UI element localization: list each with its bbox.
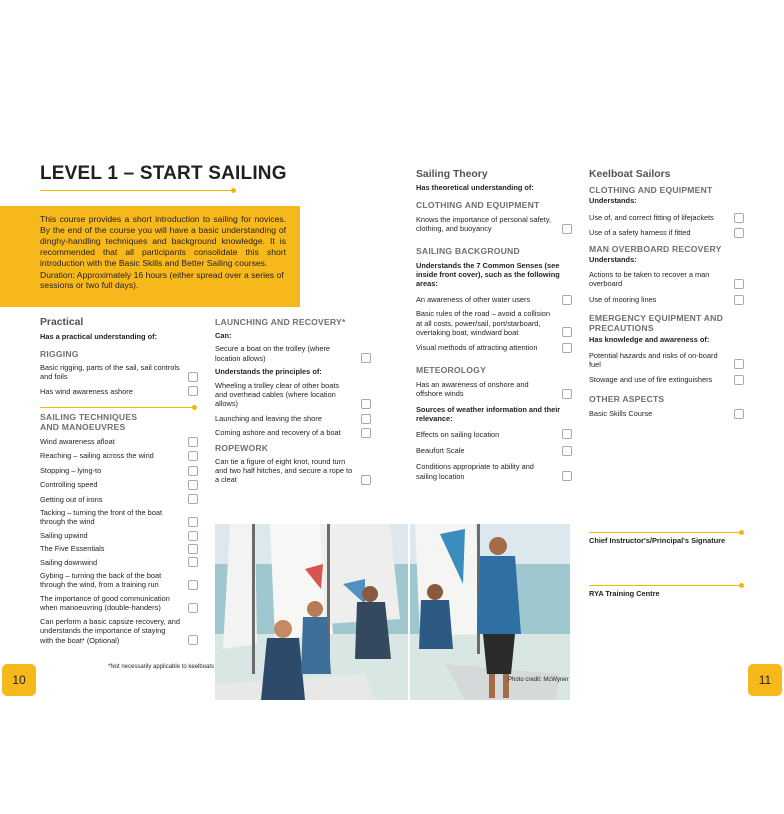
list-item: Reaching – sailing across the wind [40, 451, 198, 460]
checkbox[interactable] [562, 327, 572, 337]
section-divider [40, 407, 193, 408]
list-item: Has wind awareness ashore [40, 387, 198, 396]
checkbox[interactable] [361, 353, 371, 363]
checkbox[interactable] [188, 386, 198, 396]
section-divider-dot [192, 405, 197, 410]
signature-line-chief [589, 532, 741, 533]
signature-line-dot [739, 530, 744, 535]
checkbox[interactable] [188, 466, 198, 476]
checkbox[interactable] [188, 544, 198, 554]
list-item: An awareness of other water users [416, 295, 572, 304]
list-item: Wheeling a trolley clear of other boats and overhead cables (where location allows) [215, 381, 371, 409]
list-item: Use of a safety harness if fitted [589, 228, 744, 237]
list-item: Actions to be taken to recover a man overboard [589, 270, 744, 289]
mob-lead: Understands: [589, 254, 637, 264]
ropework-heading: ROPEWORK [215, 442, 269, 453]
meteorology-lead: Sources of weather information and their relevance: [416, 404, 561, 424]
signature-line-dot [739, 583, 744, 588]
checkbox[interactable] [562, 389, 572, 399]
checkbox[interactable] [734, 279, 744, 289]
checkbox[interactable] [734, 295, 744, 305]
keelboat-clothing-lead: Understands: [589, 196, 637, 206]
intro-box [0, 206, 300, 307]
list-item: Knows the importance of personal safety, clothing, and buoyancy [416, 215, 572, 234]
sailing-photo [215, 524, 570, 700]
chief-signature-label: Chief Instructor's/Principal's Signature [589, 536, 726, 545]
signature-line-centre [589, 585, 741, 586]
checkbox[interactable] [734, 375, 744, 385]
page-number-right: 11 [748, 664, 782, 696]
list-item: Effects on sailing location [416, 430, 572, 439]
list-item: The Five Essentials [40, 544, 198, 553]
list-item: Getting out of irons [40, 495, 198, 504]
practical-heading: Practical [40, 317, 84, 328]
list-item: Has an awareness of onshore and offshore winds [416, 380, 572, 399]
sailing-techniques-section [40, 412, 198, 645]
checkbox[interactable] [188, 494, 198, 504]
checkbox[interactable] [188, 531, 198, 541]
page-title: LEVEL 1 – START SAILING [40, 163, 287, 184]
intro-duration: Duration: Approximately 16 hours (either spread over a series of sessions or two full days). [40, 269, 284, 291]
checkbox[interactable] [734, 228, 744, 238]
list-item: Use of, and correct fitting of lifejackets [589, 213, 744, 222]
rigging-heading: RIGGING [40, 348, 79, 359]
list-item: Basic rules of the road – avoid a collision at all costs, power/sail, port/starboard, overtaking boat, windward boat [416, 309, 572, 337]
checkbox[interactable] [734, 359, 744, 369]
list-item: Basic Skills Course [589, 409, 744, 418]
checkbox[interactable] [562, 446, 572, 456]
list-item: Potential hazards and risks of on-board fuel [589, 351, 744, 370]
practical-column [40, 318, 198, 396]
meteorology-heading: METEOROLOGY [416, 364, 486, 375]
sailing-techniques-heading: SAILING TECHNIQUES AND MANOEUVRES [40, 412, 138, 432]
list-item: Gybing – turning the back of the boat through the wind, from a training run [40, 571, 198, 590]
list-item: Sailing downwind [40, 558, 198, 567]
checkbox[interactable] [562, 429, 572, 439]
list-item: Stopping – lying-to [40, 466, 198, 475]
list-item: Can tie a figure of eight knot, round turn and two half hitches, and secure a rope to a cleat [215, 457, 371, 485]
checkbox[interactable] [188, 372, 198, 382]
footnote: *Not necessarily applicable to keelboats [108, 664, 215, 670]
list-item: Coming ashore and recovery of a boat [215, 428, 371, 437]
page-number-left: 10 [2, 664, 36, 696]
keelboat-clothing-heading: CLOTHING AND EQUIPMENT [589, 185, 713, 196]
checkbox[interactable] [188, 580, 198, 590]
list-item: Tacking – turning the front of the boat through the wind [40, 508, 198, 527]
checkbox[interactable] [562, 224, 572, 234]
checkbox[interactable] [188, 635, 198, 645]
checkbox[interactable] [188, 437, 198, 447]
list-item: Sailing upwind [40, 531, 198, 540]
title-underline [40, 190, 234, 191]
list-item: Stowage and use of fire extinguishers [589, 375, 744, 384]
list-item: Controlling speed [40, 480, 198, 489]
checkbox[interactable] [188, 480, 198, 490]
list-item: Use of mooring lines [589, 295, 744, 304]
mob-heading: MAN OVERBOARD RECOVERY [589, 243, 722, 254]
checkbox[interactable] [562, 295, 572, 305]
checkbox[interactable] [734, 409, 744, 419]
list-item: Can perform a basic capsize recovery, and understands the importance of staying with the boat* (Optional) [40, 617, 198, 645]
launching-lead: Can: [215, 331, 232, 340]
other-aspects-heading: OTHER ASPECTS [589, 393, 665, 404]
list-item: Secure a boat on the trolley (where location allows) [215, 344, 371, 363]
checkbox[interactable] [361, 428, 371, 438]
checkbox[interactable] [734, 213, 744, 223]
list-item: Visual methods of attracting attention [416, 343, 572, 352]
launching-lead-principles: Understands the principles of: [215, 367, 322, 377]
training-centre-label: RYA Training Centre [589, 589, 660, 598]
launching-heading: LAUNCHING AND RECOVERY* [215, 317, 346, 327]
sailing-theory-heading: Sailing Theory [416, 169, 488, 180]
sailing-theory-column [416, 170, 572, 481]
intro-paragraph: This course provides a short introduction to sailing for novices. By the end of the course you will have a basic understanding of dinghy-handling techniques and background knowledge. It is recommended that all participants consolidate this short introduction with the Basic Skills and Better Sailing courses. [40, 214, 286, 268]
emergency-heading: EMERGENCY EQUIPMENT AND PRECAUTIONS [589, 313, 723, 334]
checkbox[interactable] [562, 343, 572, 353]
checkbox[interactable] [188, 451, 198, 461]
list-item: Launching and leaving the shore [215, 414, 371, 423]
photo-credit: Photo credit: McWyner [508, 677, 569, 683]
title-underline-dot [231, 188, 236, 193]
checkbox[interactable] [361, 414, 371, 424]
emergency-lead: Has knowledge and awareness of: [589, 335, 710, 345]
list-item: Basic rigging, parts of the sail, sail controls and foils [40, 363, 198, 382]
list-item: The importance of good communication when manoeuvring (double-handers) [40, 594, 198, 613]
keelboat-heading: Keelboat Sailors [589, 169, 671, 180]
checkbox[interactable] [188, 517, 198, 527]
launching-column [215, 317, 371, 485]
checkbox[interactable] [188, 603, 198, 613]
checkbox[interactable] [361, 399, 371, 409]
checkbox[interactable] [361, 475, 371, 485]
checkbox[interactable] [188, 557, 198, 567]
keelboat-column [589, 170, 744, 418]
sailing-background-lead: Understands the 7 Common Senses (see inside front cover), such as the following areas: [416, 260, 560, 289]
list-item: Beaufort Scale [416, 446, 572, 455]
clothing-heading: CLOTHING AND EQUIPMENT [416, 199, 540, 210]
list-item: Wind awareness afloat [40, 437, 198, 446]
practical-lead: Has a practical understanding of: [40, 332, 158, 342]
list-item: Conditions appropriate to ability and sailing location [416, 462, 572, 481]
checkbox[interactable] [562, 471, 572, 481]
sailing-background-heading: SAILING BACKGROUND [416, 245, 520, 256]
sailing-theory-lead: Has theoretical understanding of: [416, 183, 534, 193]
